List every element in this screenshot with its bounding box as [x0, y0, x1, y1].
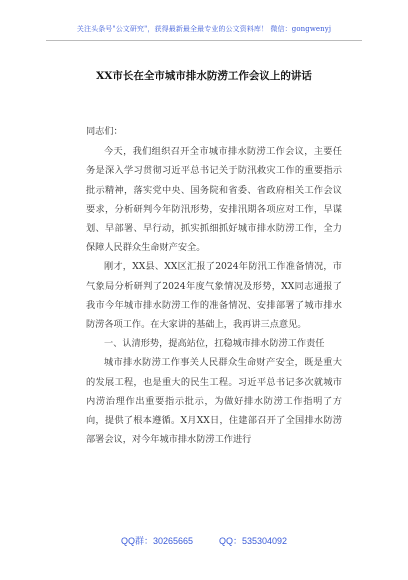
section-heading-1: 一、认清形势，提高站位，扛稳城市排水防涝工作责任: [104, 338, 325, 350]
salutation: 同志们：: [86, 126, 123, 137]
footer-qq-group: QQ群：30265665: [120, 536, 193, 546]
footer-qq: QQ：535304092: [218, 536, 288, 546]
paragraph-section-1: 城市排水防涝工作事关人民群众生命财产安全，既是重大的发展工程，也是重大的民生工程。习近平总书记多次就城市内涝治理作出重要指示批示，为做好排水防涝工作指明了方向，提供了根本遵循。X月XX日，住建部召开了全国排水防涝部署会议，对今年城市排水防涝工作进行: [86, 357, 342, 446]
document-title: XX市长在全市城市排水防涝工作会议上的讲话: [96, 70, 312, 82]
paragraph-opening: 今天，我们组织召开全市城市排水防涝工作会议，主要任务是深入学习贯彻习近平总书记关于防汛救灾工作的重要指示批示精神，落实党中央、国务院和省委、省政府相关工作会议要求，分析研判今年防汛形势，安排汛期各项应对工作，早谋划、早部署、早行动，抓实抓细抓好城市排水防涝工作，全力保障人民群众生命财产安全。: [86, 146, 342, 254]
header-divider: [46, 40, 362, 41]
header-notice: 关注头条号"公文研究"，获得最新最全最专业的公文资料库！ 微信：gongwenyj: [76, 25, 332, 33]
footer-contacts: [0, 534, 408, 547]
document-body: [86, 122, 342, 449]
paragraph-reports: 刚才，XX县、XX区汇报了2024年防汛工作准备情况，市气象局分析研判了2024年度气象情况及形势，XX同志通报了我市今年城市排水防涝工作的准备情况、安排部署了城市排水防涝各项工作。在大家讲的基础上，我再讲三点意见。: [86, 261, 342, 331]
